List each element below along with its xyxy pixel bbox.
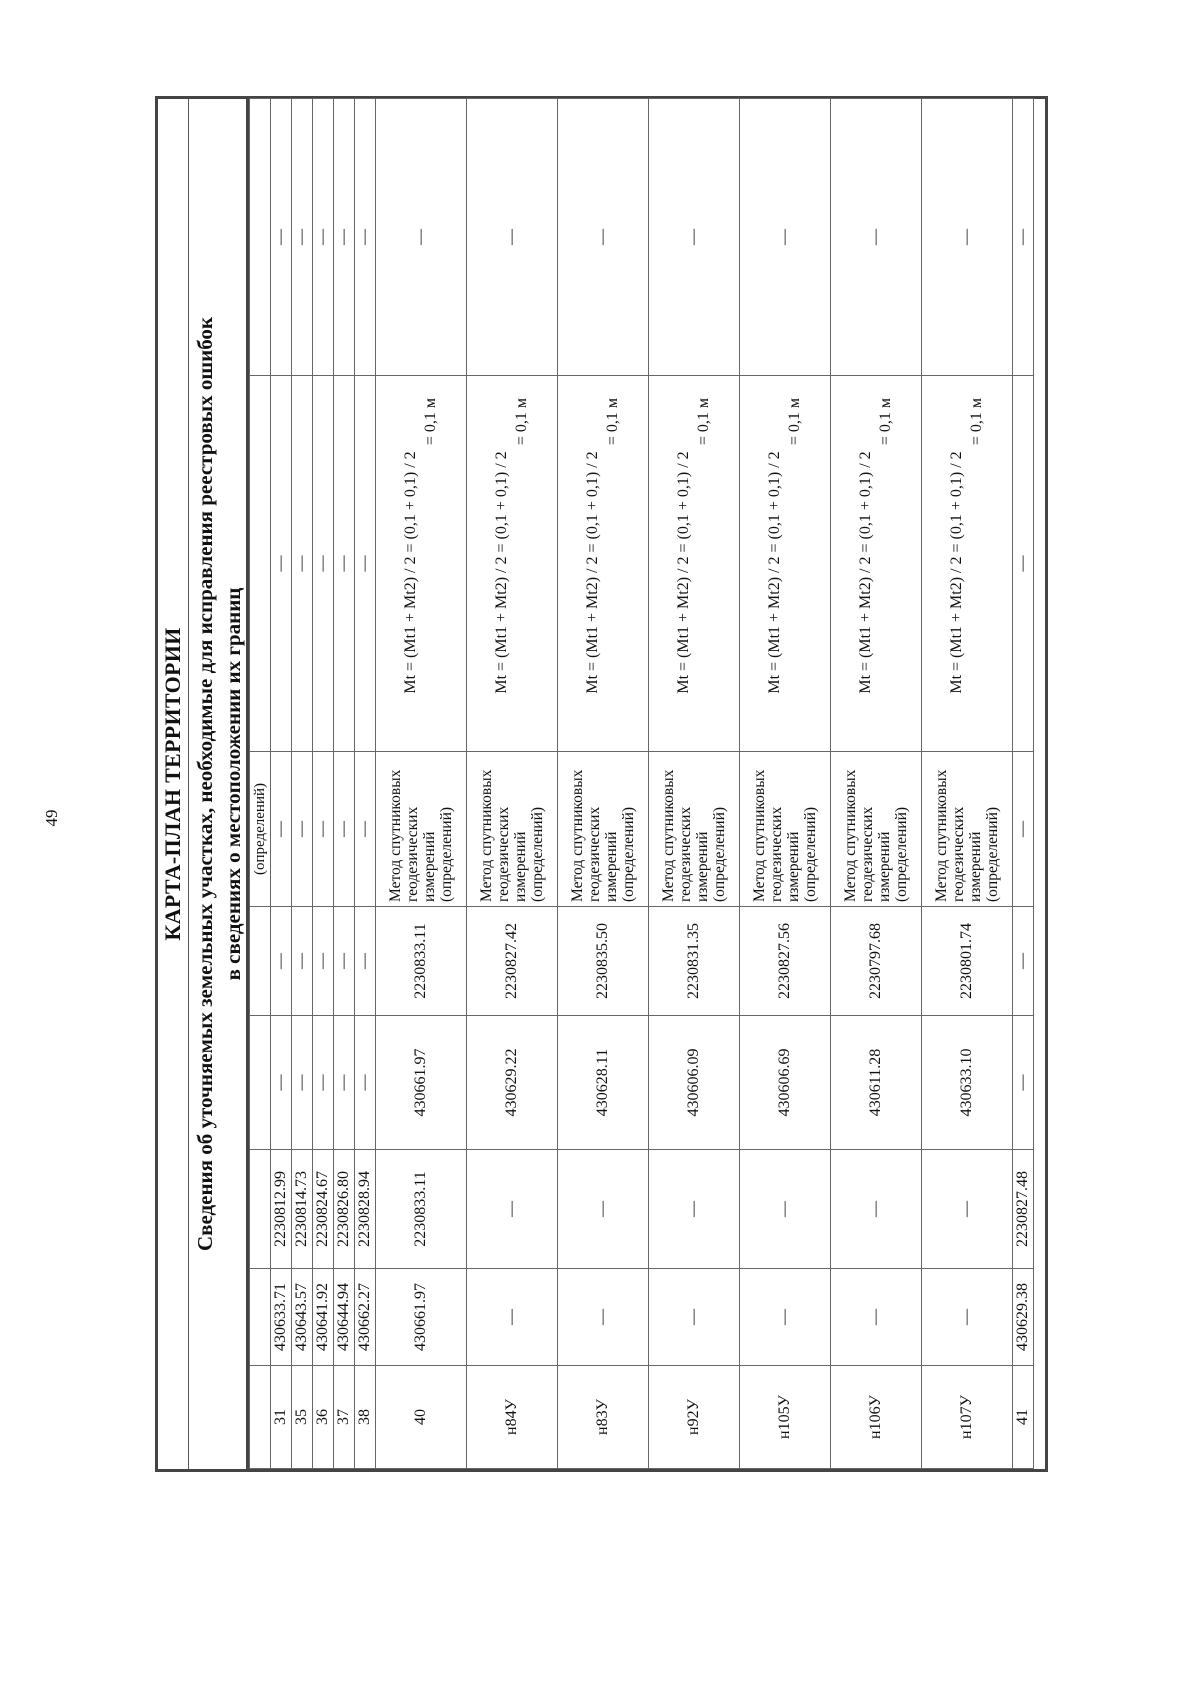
point-name-cell: н92У xyxy=(649,1366,740,1469)
y-specified-cell: — xyxy=(1013,907,1034,1016)
description-cell: — xyxy=(376,99,467,376)
x-existing-cell: 430644.94 xyxy=(334,1269,355,1366)
header-cell xyxy=(250,99,271,376)
x-specified-cell: 430633.10 xyxy=(922,1016,1013,1150)
description-cell: — xyxy=(831,99,922,376)
method-cell: Метод спутниковых геодезических измерений (определений) xyxy=(649,752,740,907)
y-existing-cell: 2230828.94 xyxy=(355,1150,376,1269)
y-existing-cell: — xyxy=(649,1150,740,1269)
point-name-cell: 35 xyxy=(292,1366,313,1469)
table-row xyxy=(355,99,376,1469)
x-existing-cell: — xyxy=(740,1269,831,1366)
description-cell: — xyxy=(649,99,740,376)
point-name-cell: н107У xyxy=(922,1366,1013,1469)
point-name-cell: 41 xyxy=(1013,1366,1034,1469)
description-cell: — xyxy=(922,99,1013,376)
formula-line-2: = 0,1 м xyxy=(877,398,894,446)
y-existing-cell: 2230812.99 xyxy=(271,1150,292,1269)
y-existing-cell: — xyxy=(558,1150,649,1269)
header-cell xyxy=(250,1269,271,1366)
y-specified-cell: — xyxy=(271,907,292,1016)
formula-line-2: = 0,1 м xyxy=(786,398,803,446)
point-name-cell: н84У xyxy=(467,1366,558,1469)
method-cell: — xyxy=(292,752,313,907)
point-name-cell: 31 xyxy=(271,1366,292,1469)
formula-line-2: = 0,1 м xyxy=(513,398,530,446)
x-specified-cell: — xyxy=(334,1016,355,1150)
accuracy-formula-cell xyxy=(740,376,831,752)
point-name-cell: 40 xyxy=(376,1366,467,1469)
point-name-cell: 38 xyxy=(355,1366,376,1469)
accuracy-cell: — xyxy=(355,376,376,752)
x-specified-cell: 430661.97 xyxy=(376,1016,467,1150)
y-specified-cell: 2230833.11 xyxy=(376,907,467,1016)
x-specified-cell: 430606.69 xyxy=(740,1016,831,1150)
description-cell: — xyxy=(740,99,831,376)
y-existing-cell: — xyxy=(740,1150,831,1269)
x-existing-cell: 430662.27 xyxy=(355,1269,376,1366)
header-cell: (определений) xyxy=(250,752,271,907)
formula-line-1: Mt = (Mt1 + Mt2) / 2 = (0,1 + 0,1) / 2 xyxy=(584,451,601,694)
table-row xyxy=(334,99,355,1469)
x-existing-cell: 430643.57 xyxy=(292,1269,313,1366)
method-cell: Метод спутниковых геодезических измерений (определений) xyxy=(558,752,649,907)
accuracy-cell: — xyxy=(1013,376,1034,752)
y-existing-cell: 2230827.48 xyxy=(1013,1150,1034,1269)
y-existing-cell: 2230826.80 xyxy=(334,1150,355,1269)
table-row xyxy=(292,99,313,1469)
subtitle-line-1: Сведения об уточняемых земельных участках, необходимые для исправления реестровых ошибок xyxy=(193,316,217,1252)
header-cell xyxy=(250,1366,271,1469)
accuracy-cell: — xyxy=(271,376,292,752)
y-specified-cell: — xyxy=(355,907,376,1016)
accuracy-formula-cell xyxy=(649,376,740,752)
header-cell xyxy=(250,907,271,1016)
x-existing-cell: 430661.97 xyxy=(376,1269,467,1366)
subtitle-line-2: в сведениях о местоположении их границ xyxy=(221,587,245,981)
y-specified-cell: — xyxy=(334,907,355,1016)
x-specified-cell: — xyxy=(271,1016,292,1150)
formula-line-1: Mt = (Mt1 + Mt2) / 2 = (0,1 + 0,1) / 2 xyxy=(857,451,874,694)
point-name-cell: н106У xyxy=(831,1366,922,1469)
method-cell: Метод спутниковых геодезических измерений (определений) xyxy=(467,752,558,907)
method-cell: — xyxy=(1013,752,1034,907)
table-row xyxy=(1013,99,1034,1469)
coordinates-table xyxy=(249,98,1034,1469)
y-specified-cell: — xyxy=(313,907,334,1016)
method-cell: — xyxy=(271,752,292,907)
method-cell: — xyxy=(313,752,334,907)
formula-line-2: = 0,1 м xyxy=(422,398,439,446)
x-existing-cell: — xyxy=(558,1269,649,1366)
description-cell: — xyxy=(558,99,649,376)
y-existing-cell: 2230814.73 xyxy=(292,1150,313,1269)
y-existing-cell: — xyxy=(467,1150,558,1269)
formula-line-1: Mt = (Mt1 + Mt2) / 2 = (0,1 + 0,1) / 2 xyxy=(766,451,783,694)
y-specified-cell: 2230797.68 xyxy=(831,907,922,1016)
formula-line-1: Mt = (Mt1 + Mt2) / 2 = (0,1 + 0,1) / 2 xyxy=(493,451,510,694)
point-name-cell: н83У xyxy=(558,1366,649,1469)
page-number: 49 xyxy=(42,809,61,827)
x-specified-cell: — xyxy=(1013,1016,1034,1150)
description-cell: — xyxy=(467,99,558,376)
accuracy-cell: — xyxy=(292,376,313,752)
y-specified-cell: 2230827.42 xyxy=(467,907,558,1016)
description-cell: — xyxy=(334,99,355,376)
formula-line-2: = 0,1 м xyxy=(604,398,621,446)
accuracy-cell: — xyxy=(334,376,355,752)
x-specified-cell: 430628.11 xyxy=(558,1016,649,1150)
description-cell: — xyxy=(313,99,334,376)
y-existing-cell: — xyxy=(831,1150,922,1269)
header-cell xyxy=(250,1150,271,1269)
table-row xyxy=(467,99,558,1469)
y-specified-cell: 2230827.56 xyxy=(740,907,831,1016)
x-existing-cell: 430641.92 xyxy=(313,1269,334,1366)
formula-line-2: = 0,1 м xyxy=(968,398,985,446)
description-cell: — xyxy=(292,99,313,376)
y-specified-cell: 2230835.50 xyxy=(558,907,649,1016)
description-cell: — xyxy=(355,99,376,376)
method-cell: — xyxy=(355,752,376,907)
description-cell: — xyxy=(1013,99,1034,376)
table-row xyxy=(740,99,831,1469)
method-cell: Метод спутниковых геодезических измерений (определений) xyxy=(831,752,922,907)
document-subtitle xyxy=(189,99,249,1469)
table-body xyxy=(250,99,1034,1469)
point-name-cell: 36 xyxy=(313,1366,334,1469)
x-specified-cell: — xyxy=(355,1016,376,1150)
x-existing-cell: — xyxy=(649,1269,740,1366)
point-name-cell: н105У xyxy=(740,1366,831,1469)
x-specified-cell: 430629.22 xyxy=(467,1016,558,1150)
formula-line-2: = 0,1 м xyxy=(695,398,712,446)
y-specified-cell: — xyxy=(292,907,313,1016)
x-existing-cell: — xyxy=(467,1269,558,1366)
method-cell: Метод спутниковых геодезических измерений (определений) xyxy=(922,752,1013,907)
y-existing-cell: 2230824.67 xyxy=(313,1150,334,1269)
accuracy-formula-cell xyxy=(467,376,558,752)
formula-line-1: Mt = (Mt1 + Mt2) / 2 = (0,1 + 0,1) / 2 xyxy=(675,451,692,694)
x-existing-cell: — xyxy=(922,1269,1013,1366)
table-row xyxy=(831,99,922,1469)
formula-line-1: Mt = (Mt1 + Mt2) / 2 = (0,1 + 0,1) / 2 xyxy=(402,451,419,694)
method-cell: — xyxy=(334,752,355,907)
method-cell: Метод спутниковых геодезических измерений (определений) xyxy=(376,752,467,907)
x-specified-cell: — xyxy=(292,1016,313,1150)
x-existing-cell: 430629.38 xyxy=(1013,1269,1034,1366)
point-name-cell: 37 xyxy=(334,1366,355,1469)
accuracy-formula-cell xyxy=(558,376,649,752)
accuracy-cell: — xyxy=(313,376,334,752)
table-row xyxy=(922,99,1013,1469)
accuracy-formula-cell xyxy=(376,376,467,752)
x-existing-cell: — xyxy=(831,1269,922,1366)
table-row xyxy=(313,99,334,1469)
x-specified-cell: 430611.28 xyxy=(831,1016,922,1150)
y-specified-cell: 2230801.74 xyxy=(922,907,1013,1016)
document-title: КАРТА-ПЛАН ТЕРРИТОРИИ xyxy=(158,99,189,1469)
y-specified-cell: 2230831.35 xyxy=(649,907,740,1016)
table-row xyxy=(558,99,649,1469)
table-row xyxy=(376,99,467,1469)
method-cell: Метод спутниковых геодезических измерений (определений) xyxy=(740,752,831,907)
accuracy-formula-cell xyxy=(831,376,922,752)
x-specified-cell: 430606.09 xyxy=(649,1016,740,1150)
x-specified-cell: — xyxy=(313,1016,334,1150)
document-frame xyxy=(155,96,1048,1472)
formula-line-1: Mt = (Mt1 + Mt2) / 2 = (0,1 + 0,1) / 2 xyxy=(948,451,965,694)
header-cell xyxy=(250,376,271,752)
header-cell xyxy=(250,1016,271,1150)
y-existing-cell: 2230833.11 xyxy=(376,1150,467,1269)
table-row xyxy=(271,99,292,1469)
table-row xyxy=(649,99,740,1469)
table-header-row xyxy=(250,99,271,1469)
description-cell: — xyxy=(271,99,292,376)
y-existing-cell: — xyxy=(922,1150,1013,1269)
x-existing-cell: 430633.71 xyxy=(271,1269,292,1366)
accuracy-formula-cell xyxy=(922,376,1013,752)
